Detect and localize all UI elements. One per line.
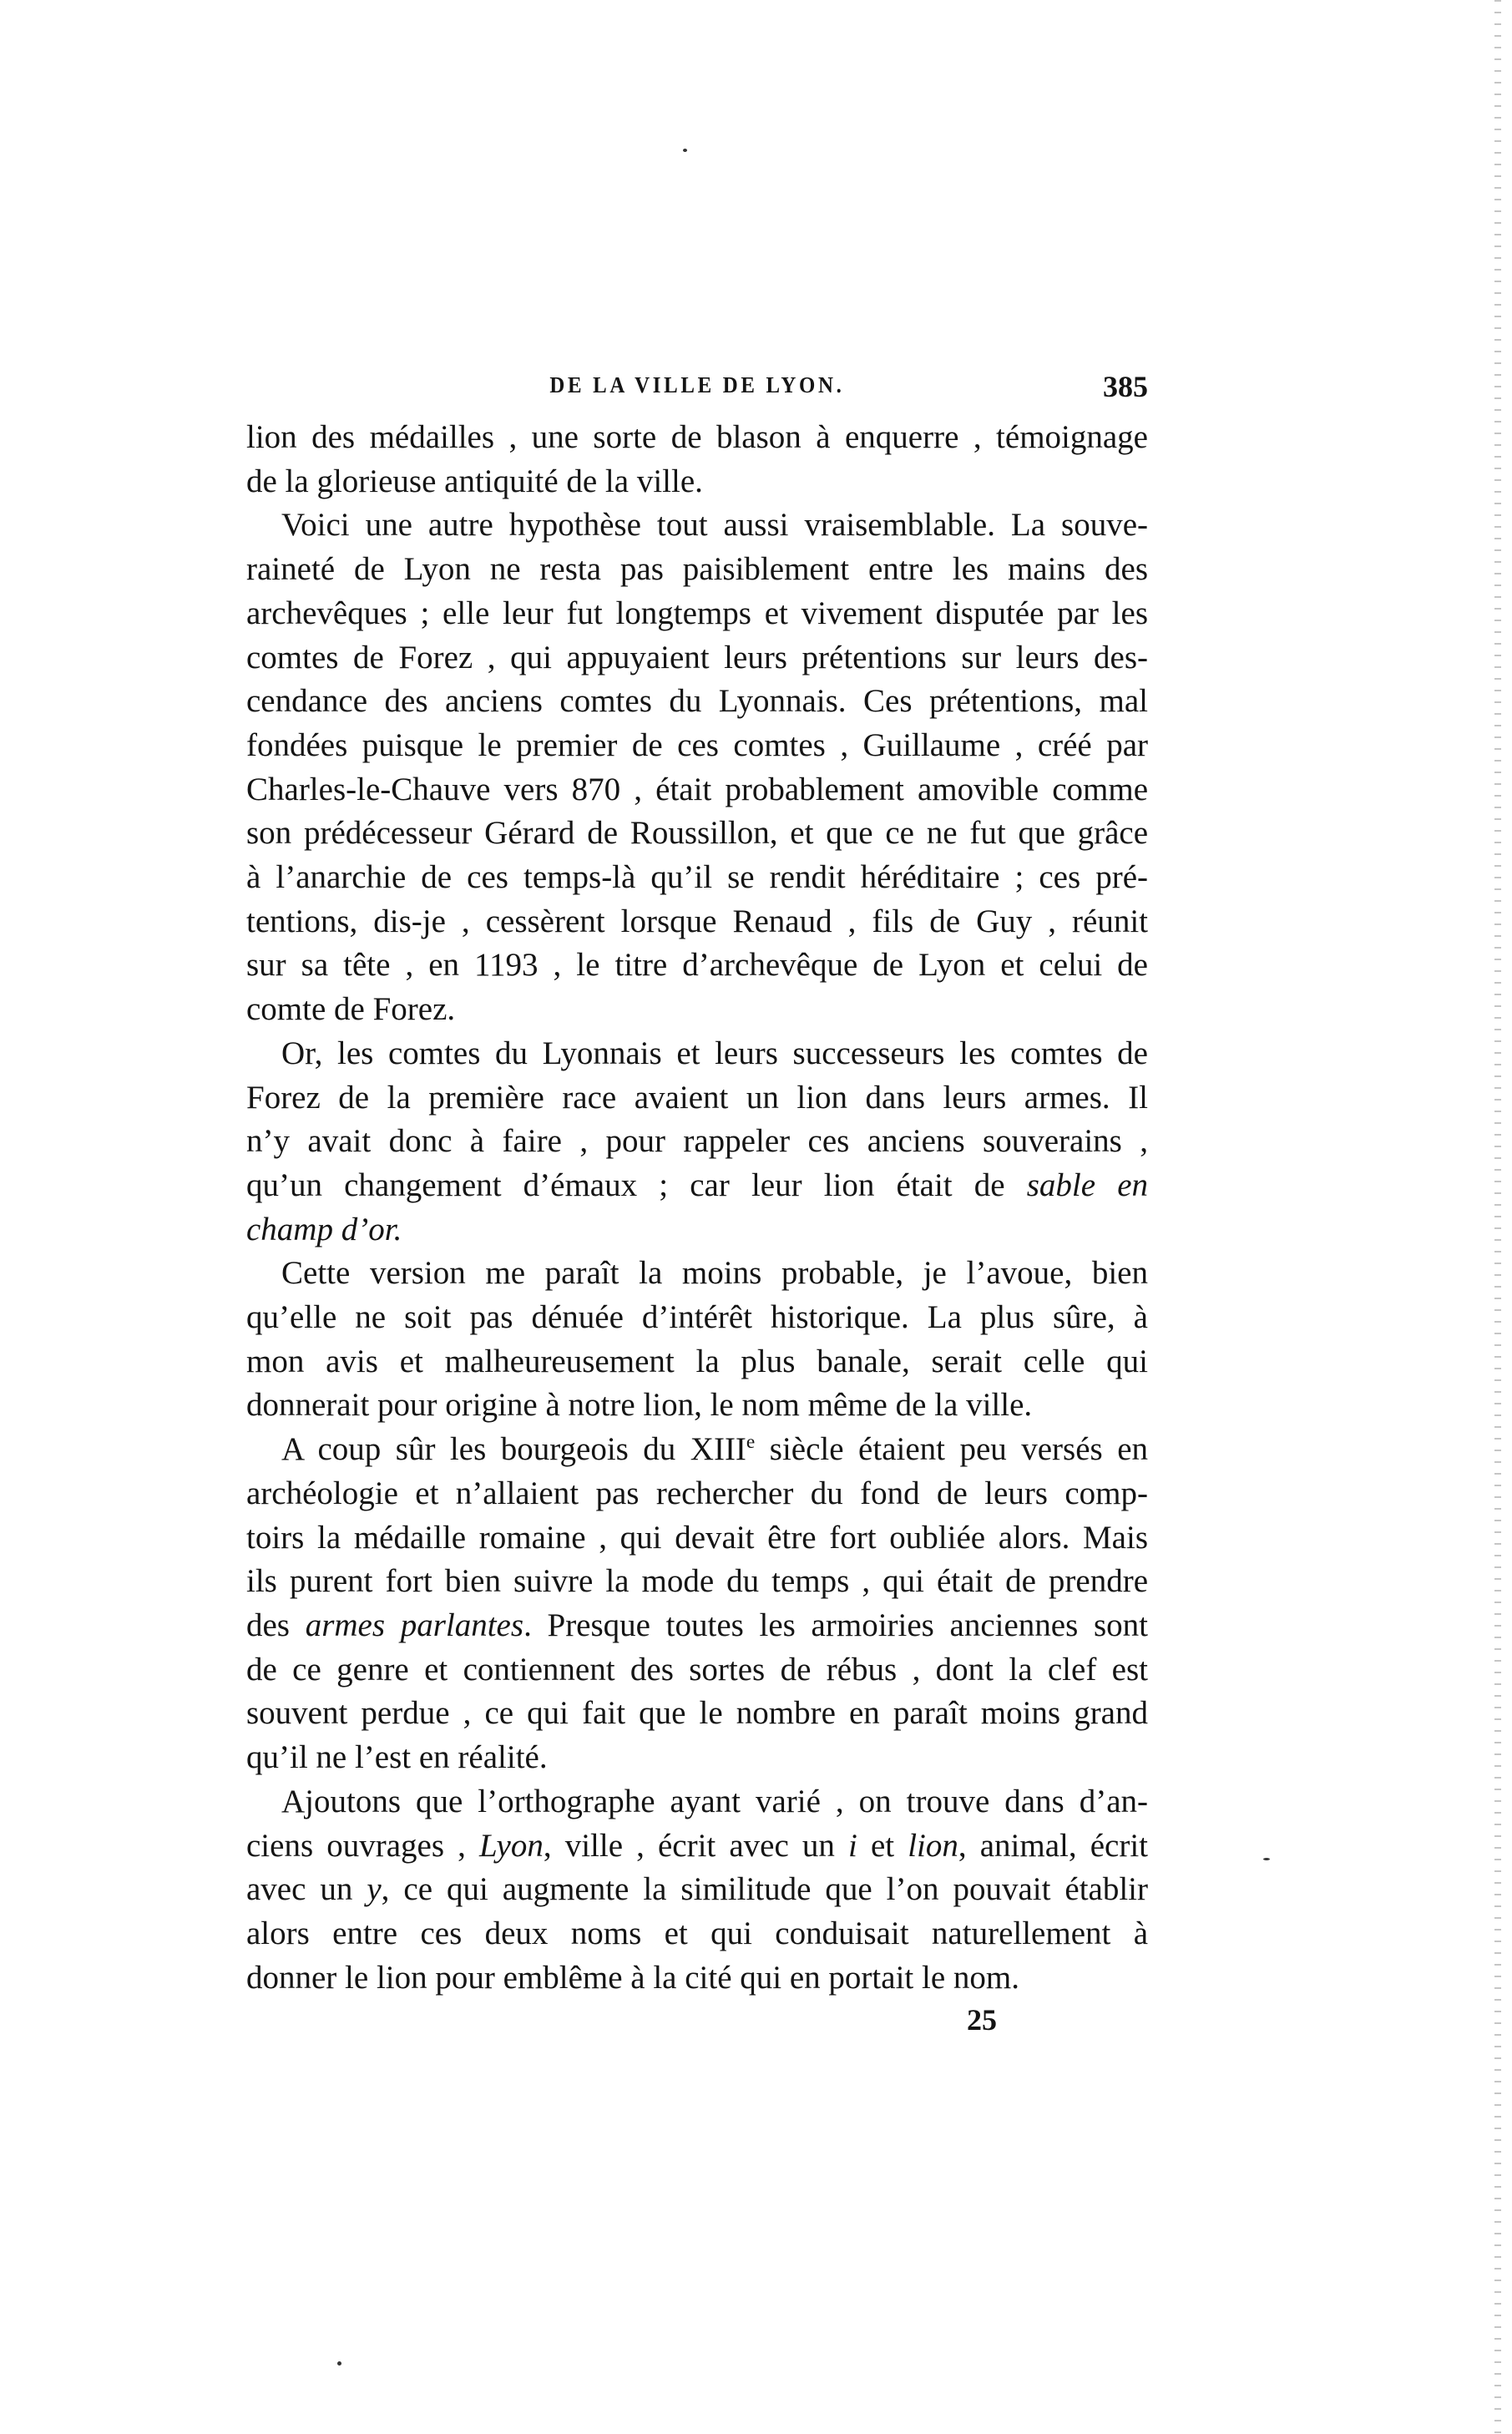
paragraph bbox=[246, 1780, 1148, 2001]
text-run: et bbox=[857, 1827, 908, 1864]
text-line: tentions, dis-je , cessèrent lorsque Renaud , fils de Guy , réunit bbox=[246, 903, 1148, 939]
text-line: à l’anarchie de ces temps-là qu’il se rendit héréditaire ; ces pré- bbox=[246, 859, 1148, 896]
text-line: Ajoutons que l’orthographe ayant varié , on trouve dans d’an- bbox=[281, 1783, 1148, 1819]
italic-text: y bbox=[367, 1871, 382, 1908]
text-line: Voici une autre hypothèse tout aussi vraisemblable. La souve- bbox=[281, 507, 1148, 544]
superscript: e bbox=[746, 1431, 756, 1454]
text-run: , ville , écrit avec un bbox=[543, 1827, 849, 1864]
signature-mark: 25 bbox=[967, 2003, 997, 2037]
text-run: qu’un changement d’émaux ; car leur lion était de bbox=[246, 1166, 1027, 1203]
running-title: DE LA VILLE DE LYON. bbox=[549, 372, 845, 397]
text-line: lion des médailles , une sorte de blason à enquerre , témoignage bbox=[246, 419, 1148, 455]
text-line: donner le lion pour emblême à la cité qui en portait le nom. bbox=[246, 1959, 1019, 1996]
text-line: de la glorieuse antiquité de la ville. bbox=[246, 463, 703, 499]
paragraph bbox=[246, 503, 1148, 1031]
text-line: qu’il ne l’est en réalité. bbox=[246, 1739, 548, 1776]
scan-speck bbox=[683, 149, 687, 152]
paragraph bbox=[246, 1252, 1148, 1428]
text-line: cendance des anciens comtes du Lyonnais. Ces prétentions, mal bbox=[246, 683, 1148, 720]
text-line: de ce genre et contiennent des sortes de rébus , dont la clef est bbox=[246, 1651, 1148, 1688]
scan-speck bbox=[1263, 1858, 1270, 1860]
text-line: toirs la médaille romaine , qui devait être fort oubliée alors. Mais bbox=[246, 1519, 1148, 1556]
text-line: alors entre ces deux noms et qui conduisait naturellement à bbox=[246, 1915, 1148, 1951]
text-line: raineté de Lyon ne resta pas paisiblement entre les mains des bbox=[246, 551, 1148, 588]
text-line: ils purent fort bien suivre la mode du temps , qui était de prendre bbox=[246, 1563, 1148, 1600]
italic-text: champ d’or. bbox=[246, 1211, 402, 1247]
italic-text: i bbox=[848, 1827, 857, 1864]
scan-speck bbox=[337, 2361, 341, 2366]
paragraph bbox=[246, 416, 1148, 503]
body-text bbox=[246, 416, 1148, 2000]
text-line: son prédécesseur Gérard de Roussillon, et que ce ne fut que grâce bbox=[246, 815, 1148, 852]
text-line bbox=[246, 1824, 1148, 1869]
text-line: Cette version me paraît la moins probable, je l’avoue, bien bbox=[281, 1255, 1148, 1292]
paragraph bbox=[246, 1428, 1148, 1780]
text-line: Charles-le-Chauve vers 870 , était probablement amovible comme bbox=[246, 771, 1148, 807]
text-line: fondées puisque le premier de ces comtes , Guillaume , créé par bbox=[246, 726, 1148, 763]
text-line: archevêques ; elle leur fut longtemps et vivement disputée par les bbox=[246, 595, 1148, 631]
text-run: . Presque toutes les armoiries anciennes sont bbox=[523, 1607, 1148, 1643]
text-run: , ce qui augmente la similitude que l’on pouvait établir bbox=[381, 1871, 1148, 1908]
running-head bbox=[246, 372, 1148, 406]
text-line bbox=[246, 1164, 1148, 1208]
text-line: Or, les comtes du Lyonnais et leurs successeurs les comtes de bbox=[281, 1035, 1148, 1071]
italic-text: armes parlantes bbox=[305, 1607, 524, 1643]
text-run: , animal, écrit bbox=[958, 1827, 1149, 1864]
italic-text: sable en bbox=[1026, 1166, 1148, 1203]
scan-edge-artifact bbox=[1494, 0, 1501, 2434]
text-run: des bbox=[246, 1607, 306, 1643]
text-line bbox=[246, 1868, 1148, 1912]
text-line: qu’elle ne soit pas dénuée d’intérêt historique. La plus sûre, à bbox=[246, 1299, 1148, 1336]
text-line: Forez de la première race avaient un lion dans leurs armes. Il bbox=[246, 1079, 1148, 1116]
text-run: A coup sûr les bourgeois du XIII bbox=[281, 1431, 746, 1468]
text-line: souvent perdue , ce qui fait que le nombre en paraît moins grand bbox=[246, 1695, 1148, 1732]
text-line: donnerait pour origine à notre lion, le nom même de la ville. bbox=[246, 1387, 1033, 1424]
text-line: archéologie et n’allaient pas rechercher du fond de leurs comp- bbox=[246, 1475, 1148, 1511]
text-run: avec un bbox=[246, 1871, 367, 1908]
paragraph bbox=[246, 1032, 1148, 1252]
text-line: mon avis et malheureusement la plus banale, serait celle qui bbox=[246, 1343, 1148, 1379]
italic-text: Lyon bbox=[479, 1827, 544, 1864]
text-line: comte de Forez. bbox=[246, 991, 456, 1028]
text-line: sur sa tête , en 1193 , le titre d’archevêque de Lyon et celui de bbox=[246, 947, 1148, 984]
page-number: 385 bbox=[1103, 370, 1148, 403]
italic-text: lion bbox=[908, 1827, 958, 1864]
text-line: n’y avait donc à faire , pour rappeler ces anciens souverains , bbox=[246, 1123, 1148, 1160]
text-line bbox=[246, 1428, 1148, 1472]
text-line bbox=[246, 1208, 1148, 1252]
text-line bbox=[246, 1604, 1148, 1648]
text-line: comtes de Forez , qui appuyaient leurs prétentions sur leurs des- bbox=[246, 639, 1148, 676]
text-run: siècle étaient peu versés en bbox=[755, 1431, 1149, 1468]
text-run: ciens ouvrages , bbox=[246, 1827, 479, 1864]
